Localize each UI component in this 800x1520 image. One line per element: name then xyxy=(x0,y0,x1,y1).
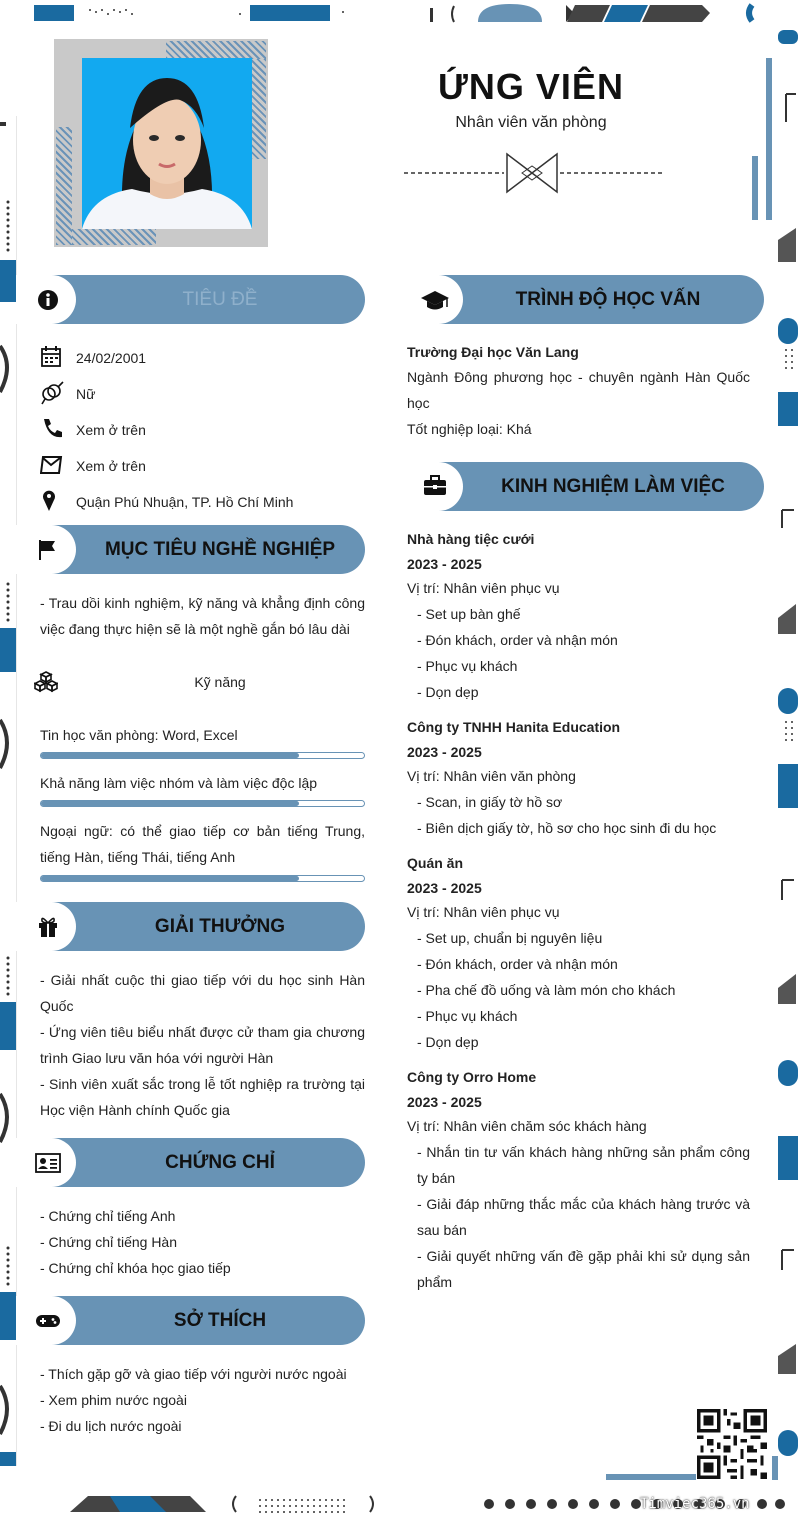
job-task: - Scan, in giấy tờ hồ sơ xyxy=(417,794,563,810)
objective-text: - Trau dồi kinh nghiệm, kỹ năng và khẳng định công việc đang thực hiện sẽ là một nghề gắn bó lâu dài xyxy=(40,595,365,637)
award-item: - Giải nhất cuộc thi giao tiếp với du học sinh Hàn Quốc xyxy=(40,972,365,1014)
graduation-cap-icon xyxy=(420,287,450,311)
candidate-name: ỨNG VIÊN xyxy=(438,66,624,107)
section-title: TIÊU ĐỀ xyxy=(182,289,258,310)
skill-name: Khả năng làm việc nhóm và làm việc độc lập xyxy=(40,775,318,791)
job-role: Vị trí: Nhân viên phục vụ xyxy=(407,580,560,596)
gender-text: Nữ xyxy=(76,386,96,402)
phone-text: Xem ở trên xyxy=(76,422,146,438)
job-task: - Pha chế đồ uống và làm món cho khách xyxy=(417,982,676,998)
job-role: Vị trí: Nhân viên phục vụ xyxy=(407,904,560,920)
info-icon xyxy=(36,288,60,312)
hobbies-section-header xyxy=(28,1296,365,1345)
job-task: - Set up, chuẩn bị nguyên liệu xyxy=(417,930,603,946)
cubes-icon xyxy=(34,670,58,694)
skill-level-fill xyxy=(41,876,299,881)
certificate-item: - Chứng chỉ tiếng Anh xyxy=(40,1208,176,1224)
phone-icon xyxy=(40,417,64,441)
job-role: Vị trí: Nhân viên chăm sóc khách hàng xyxy=(407,1118,647,1134)
experience-section-header xyxy=(427,462,764,511)
email-icon xyxy=(40,453,64,477)
skill-name: Tin học văn phòng: Word, Excel xyxy=(40,727,238,743)
gamepad-icon xyxy=(34,1309,62,1333)
hobby-item: - Thích gặp gỡ và giao tiếp với người nước ngoài xyxy=(40,1366,347,1382)
company-name: Công ty TNHH Hanita Education xyxy=(407,719,621,735)
company-name: Công ty Orro Home xyxy=(407,1069,537,1085)
certificate-item: - Chứng chỉ khóa học giao tiếp xyxy=(40,1260,231,1276)
job-period: 2023 - 2025 xyxy=(407,880,482,896)
education-section-header xyxy=(427,275,764,324)
school-name: Trường Đại học Văn Lang xyxy=(407,344,579,360)
section-title: SỞ THÍCH xyxy=(173,1310,267,1331)
section-title: GIẢI THƯỞNG xyxy=(154,916,286,937)
major-text: Ngành Đông phương học - chuyên ngành Hàn Quốc học xyxy=(407,369,750,411)
frame-hatch xyxy=(250,59,266,159)
gender-icon xyxy=(40,381,64,405)
avatar-photo xyxy=(82,58,252,229)
flag-icon xyxy=(36,538,60,562)
skill-level-bar xyxy=(40,875,365,882)
calendar-icon xyxy=(40,345,64,369)
frame-hatch xyxy=(166,41,266,59)
skill-level-fill xyxy=(41,801,299,806)
skill-level-bar xyxy=(40,752,365,759)
info-section-header xyxy=(28,275,365,324)
job-task: - Nhắn tin tư vấn khách hàng những sản phẩm công ty bán xyxy=(417,1144,750,1186)
company-name: Nhà hàng tiệc cưới xyxy=(407,531,535,547)
site-watermark: Timviec365.vn xyxy=(640,1496,750,1512)
qr-code[interactable] xyxy=(697,1409,767,1479)
job-task: - Phục vụ khách xyxy=(417,658,518,674)
job-period: 2023 - 2025 xyxy=(407,744,482,760)
address-text: Quận Phú Nhuận, TP. Hồ Chí Minh xyxy=(76,494,294,510)
location-icon xyxy=(40,489,64,513)
frame-hatch xyxy=(56,127,72,245)
job-period: 2023 - 2025 xyxy=(407,556,482,572)
job-task: - Biên dịch giấy tờ, hồ sơ cho học sinh đi du học xyxy=(417,820,717,836)
section-title: MỤC TIÊU NGHỀ NGHIỆP xyxy=(104,539,336,560)
bowtie-divider xyxy=(404,150,662,196)
frame-hatch xyxy=(72,229,156,245)
company-name: Quán ăn xyxy=(407,855,464,871)
job-task: - Set up bàn ghế xyxy=(417,606,521,622)
awards-section-header xyxy=(28,902,365,951)
skills-title: Kỹ năng xyxy=(194,674,246,690)
job-task: - Giải quyết những vấn đề gặp phải khi sử dụng sản phẩm xyxy=(417,1248,750,1290)
briefcase-icon xyxy=(423,474,447,498)
job-task: - Đón khách, order và nhận món xyxy=(417,632,618,648)
job-task: - Phục vụ khách xyxy=(417,1008,518,1024)
job-task: - Dọn dẹp xyxy=(417,1034,479,1050)
job-period: 2023 - 2025 xyxy=(407,1094,482,1110)
certificate-item: - Chứng chỉ tiếng Hàn xyxy=(40,1234,177,1250)
objective-section-header xyxy=(28,525,365,574)
job-task: - Dọn dẹp xyxy=(417,684,479,700)
section-title: TRÌNH ĐỘ HỌC VẤN xyxy=(515,289,701,310)
certificates-section-header xyxy=(28,1138,365,1187)
section-title: KINH NGHIỆM LÀM VIỆC xyxy=(501,476,725,497)
job-task: - Đón khách, order và nhận món xyxy=(417,956,618,972)
birthdate-text: 24/02/2001 xyxy=(76,350,147,366)
hobby-item: - Đi du lịch nước ngoài xyxy=(40,1418,182,1434)
skill-name: Ngoại ngữ: có thể giao tiếp cơ bản tiếng Trung, tiếng Hàn, tiếng Thái, tiếng Anh xyxy=(40,823,365,865)
skill-level-fill xyxy=(41,753,299,758)
section-title: CHỨNG CHỈ xyxy=(165,1152,275,1173)
job-role: Vị trí: Nhân viên văn phòng xyxy=(407,768,576,784)
award-item: - Sinh viên xuất sắc trong lễ tốt nghiệp ra trường tại Học viện Hành chính Quốc gia xyxy=(40,1076,365,1118)
gift-icon xyxy=(36,915,60,939)
grade-text: Tốt nghiệp loại: Khá xyxy=(407,421,532,437)
email-text: Xem ở trên xyxy=(76,458,146,474)
skill-level-bar xyxy=(40,800,365,807)
hobby-item: - Xem phim nước ngoài xyxy=(40,1392,187,1408)
desired-position: Nhân viên văn phòng xyxy=(455,114,607,131)
job-task: - Giải đáp những thắc mắc của khách hàng trước và sau bán xyxy=(417,1196,750,1238)
award-item: - Ứng viên tiêu biểu nhất được cử tham gia chương trình Giao lưu văn hóa với người Hàn xyxy=(40,1024,365,1066)
id-card-icon xyxy=(34,1151,62,1175)
